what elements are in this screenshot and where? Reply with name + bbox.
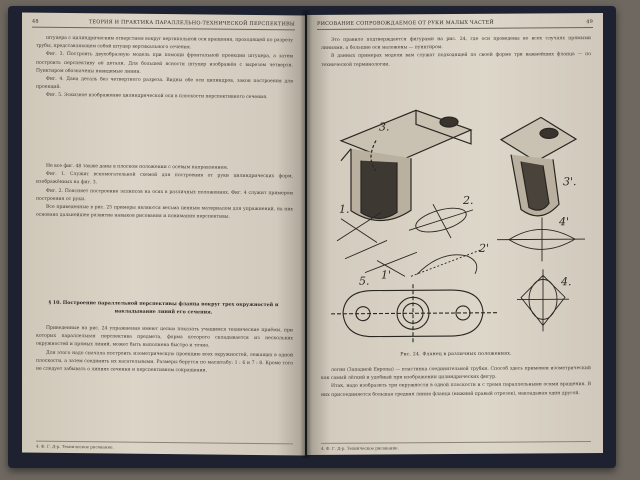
right-footer: 4. Ф. Г. Д-р. Техническое рисование. [321, 441, 591, 451]
paragraph: В данных примерах модели вам служат подходящей по своей форме три важнейших фланца — по технической терминологии. [321, 52, 591, 68]
paragraph: Итак, надо изобразить три окружности в одной плоскости и с тремя параллельными осями вращения. В них присоединяется большая средняя линия фланца (нижний правый отрезок), накладывая один другой. [321, 382, 591, 398]
paragraph: Фиг. 5. Эскизное изображение цилиндрической оси в плоскости перспективного сечения. [46, 93, 268, 101]
figure-caption: Рис. 24. Фланец в различных положениях. [400, 351, 512, 358]
left-running-title: ТЕОРИЯ И ПРАКТИКА ПАРАЛЛЕЛЬНО-ТЕХНИЧЕСКОЙ ПЕРСПЕКТИВЫ [88, 19, 295, 28]
figure-3-drawing [341, 110, 474, 221]
right-page-number: 49 [586, 19, 593, 26]
figure-3prime-drawing [501, 117, 576, 216]
right-running-head [317, 19, 593, 30]
figure-label-1: 1. [339, 202, 350, 216]
right-running-title: РИСОВАНИЕ СОПРОВОЖДАЕМОЕ ОТ РУКИ МАЛЫХ ЧАСТЕЙ [317, 19, 494, 27]
section-heading: § 10. Построение параллельной перспективы фланца вокруг трех окружностей и накладывание линий его сечения. [48, 299, 279, 316]
paragraph: Все приведенные в рис. 25 примеры являются весьма ценным материалом для упражнений, на них основано дальнейшее развитие навыков рисования и понимания перспективы. [36, 204, 293, 220]
left-page-number: 48 [32, 18, 39, 25]
paragraph: Фиг. 2. Поясняет построение эллипсов на осях в различных положениях. Фиг. 4 служит примером построения от руки. [36, 188, 293, 202]
figure-4-drawing [497, 217, 585, 332]
left-text-middle [36, 163, 293, 223]
paragraph: Приведенные на рис. 24 упражнения имеют целью показать учащимся технические приёмы, при которых параллельная перспектива предмета, форма которого складывается из нескольких окружностей и прямых линий, может быть выполнена быстро и точно. [36, 325, 293, 349]
figure-label-4prime: 4' [559, 215, 570, 229]
figure-label-3prime: 3'. [563, 175, 577, 189]
left-running-head [32, 19, 295, 31]
figure-5-drawing [331, 284, 497, 345]
figure-label-1prime: 1' [381, 268, 392, 282]
paragraph: Для этого надо сначала построить изометрическую проекцию всех окружностей, лежащих в одной плоскости, а затем соединить их касательными. Размеры берутся по масштабу: 1 : 6 и 7 : 8. Кроме того не следует забывать о линиях сечения и перспективном сокращении. [36, 350, 293, 374]
left-footer: 4. Ф. Г. Д-р. Техническое рисование. [36, 441, 293, 452]
paragraph: Это правило подтверждается фигурами на рис. 24, где оси проведены во всех случаях прямыми линиями, а большие оси наложены — пунктиром. [321, 36, 591, 52]
figure-1-drawing [337, 212, 417, 277]
left-text-bottom [36, 325, 293, 377]
figure-label-2prime: 2' [479, 241, 490, 255]
paragraph: Фиг. 3. Построить двухобразную модель при помощи фронтальной проекции штуцера, а затем построить перспективу её детали. Для большей ясности штуцер изображён с вырезом четверти. Пунктиром обозначены невидимые линии. [36, 52, 293, 75]
paragraph: Фиг. 4. Дана деталь без четвертного разреза. Видны обе оси цилиндров, закон построения для проекций. [36, 76, 293, 91]
paragraph: Фиг. 1. Служит вспомогательной схемой для построения от руки цилиндрических форм, изображённых на фиг. 3. [36, 171, 293, 186]
book-gutter [300, 10, 312, 458]
figure-label-3: 3. [379, 120, 390, 134]
figure-2-drawing [409, 203, 481, 276]
right-text-bottom [321, 365, 591, 400]
flange-figure [321, 99, 591, 351]
paragraph: штуцера с цилиндрическим отверстием вокруг вертикальной оси вращения, проходящей по разрезу трубы, представляющем собой штуцер вертикального сечения. [36, 35, 293, 51]
figure-label-5: 5. [359, 274, 370, 288]
right-text-top [321, 35, 591, 70]
left-page [22, 13, 305, 456]
figure-label-2: 2. [463, 193, 474, 207]
paragraph: Не все фиг. 48 также даны в плоском положении с осевым направлением. [46, 163, 229, 171]
left-text-top [36, 35, 293, 103]
right-page [307, 13, 603, 455]
figure-label-4: 4. [561, 275, 572, 289]
paragraph: логии (Западной Европы) — пластинка соединительной трубки. Способ здесь применен изометрический как самый лёгкий и удобный при изображении цилиндрических фигур. [321, 366, 591, 382]
